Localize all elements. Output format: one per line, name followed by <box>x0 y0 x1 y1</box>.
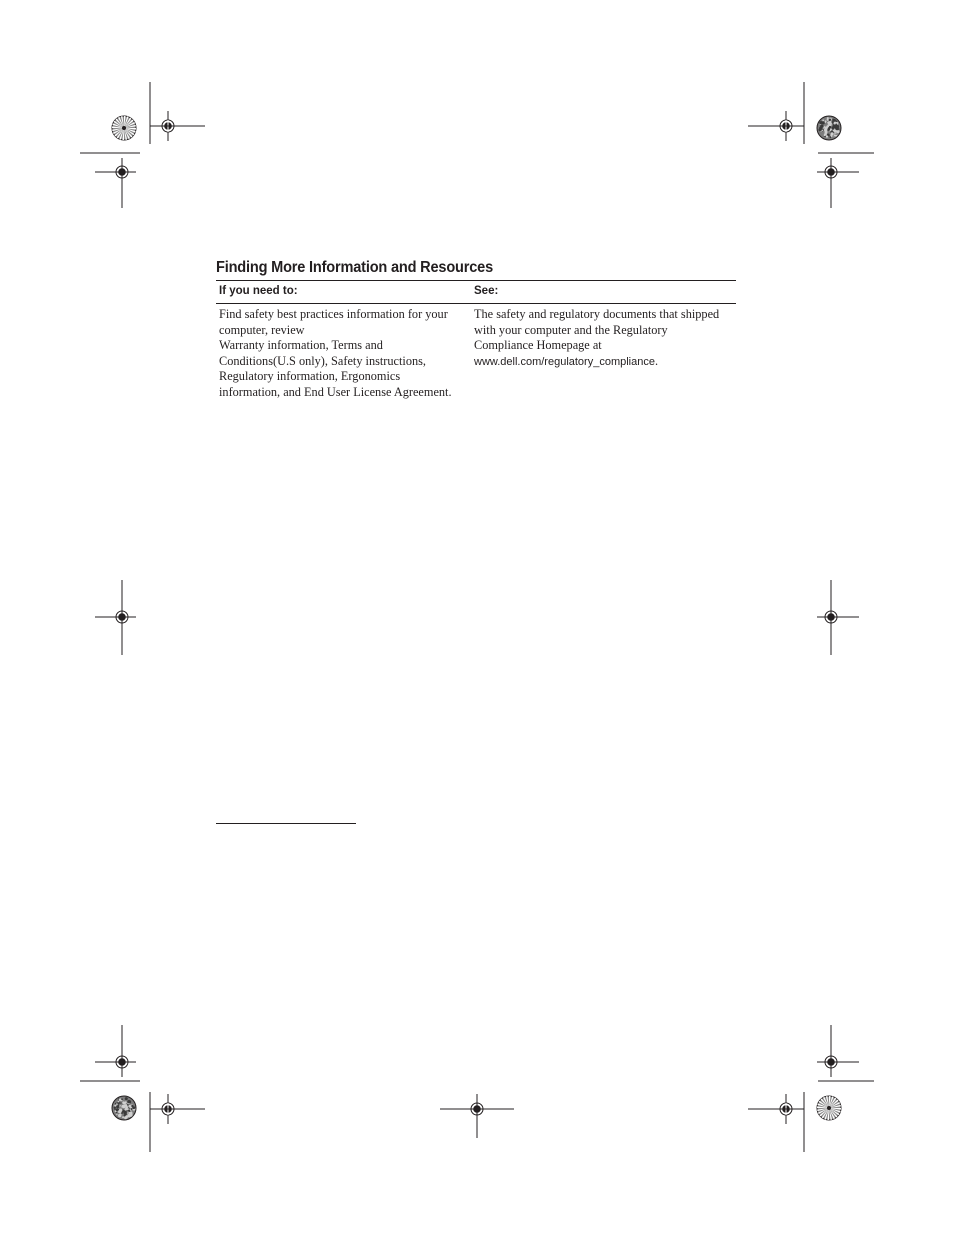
need-line: information, and End User License Agreement. <box>219 384 452 399</box>
see-line: with your computer and the Regulatory <box>474 322 668 337</box>
need-line: Conditions(U.S only), Safety instructions, <box>219 353 426 368</box>
halftone-target-icon <box>112 1096 136 1120</box>
see-line: Compliance Homepage at <box>474 338 602 353</box>
column-header-see: See: <box>471 281 736 304</box>
url-suffix: . <box>654 353 659 368</box>
section-title: Finding More Information and Resources <box>216 259 494 276</box>
need-cell <box>216 304 471 401</box>
color-star-target-icon <box>112 116 136 140</box>
halftone-target-icon <box>817 116 841 140</box>
see-cell <box>471 304 736 401</box>
resources-table <box>216 280 736 401</box>
need-line: Warranty information, Terms and <box>219 338 383 353</box>
need-line: computer, review <box>219 322 305 337</box>
need-line: Regulatory information, Ergonomics <box>219 369 401 384</box>
column-header-need: If you need to: <box>216 281 471 304</box>
regulatory-compliance-link[interactable]: www.dell.com/regulatory_compliance <box>474 355 655 368</box>
table-row <box>216 304 736 401</box>
see-url-line <box>474 354 733 371</box>
need-line: Find safety best practices information for your <box>219 307 448 321</box>
table-header-row <box>216 281 736 304</box>
see-line: The safety and regulatory documents that shipped <box>474 307 720 321</box>
footnote-rule <box>216 823 356 824</box>
color-star-target-icon <box>817 1096 841 1120</box>
